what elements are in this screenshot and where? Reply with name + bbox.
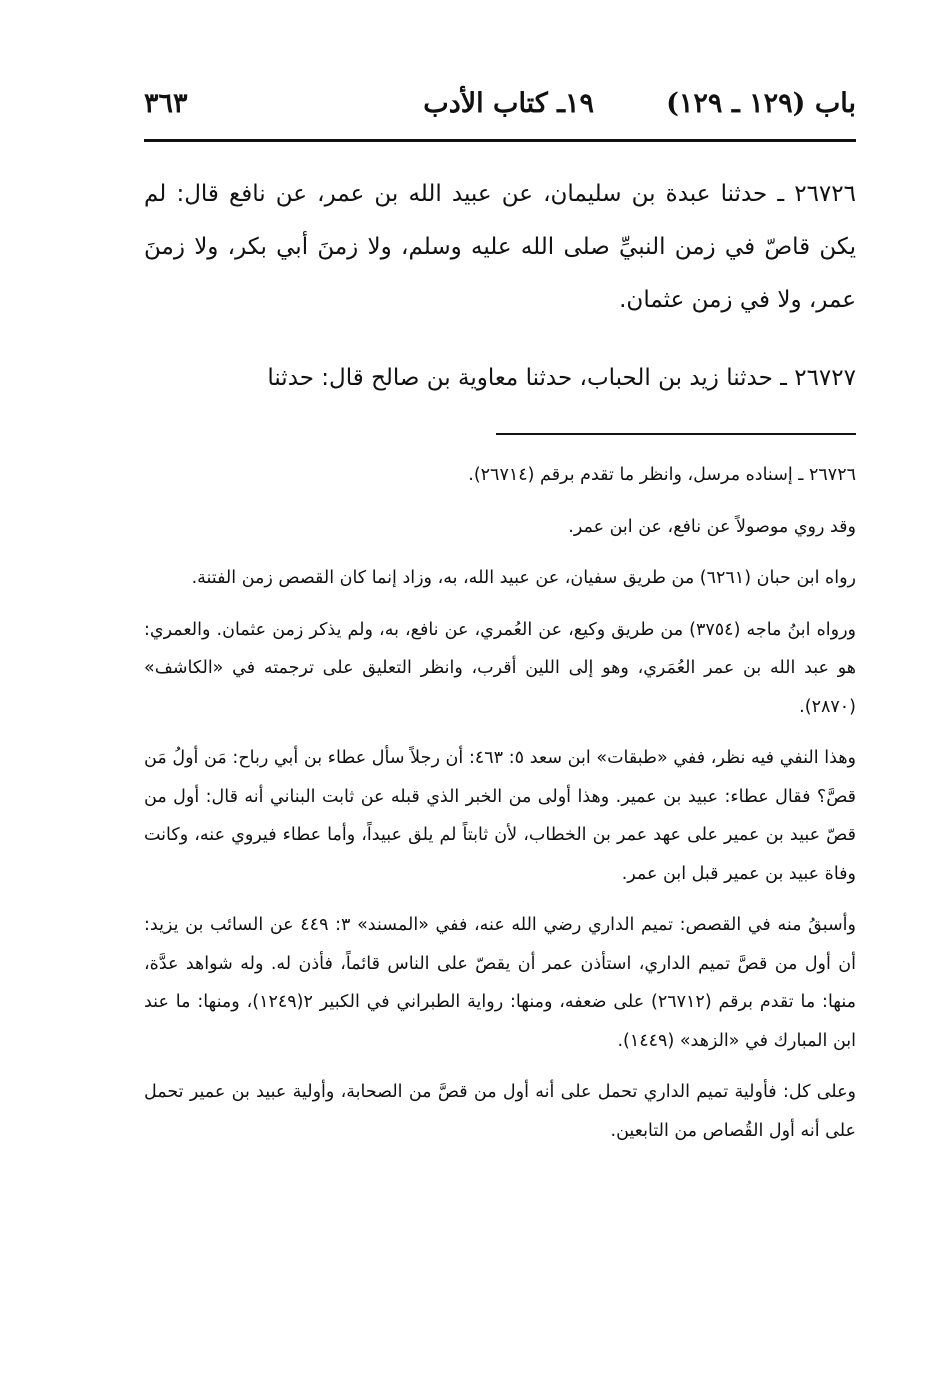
footnote-paragraph: وأسبقُ منه في القصص: تميم الداري رضي الله عنه، ففي «المسند» ٣: ٤٤٩ عن السائب بن يزيد: أن أول من قصَّ تميم الداري، استأذن عمر أن يقصّ على الناس قائماً، فأذن له. وله شواهد عدَّة، منها: ما تقدم برقم (٢٦٧١٢) على ضعفه، ومنها: رواية الطبراني في الكبير ٢(١٢٤٩)، ومنها: ما عند ابن المبارك في «الزهد» (١٤٤٩). [144,915,857,1051]
footnotes [144,456,856,1163]
footnote-paragraph: رواه ابن حبان (٦٢٦١) من طريق سفيان، عن عبيد الله، به، وزاد إنما كان القصص زمن الفتنة. [191,568,856,588]
header-divider [144,139,856,142]
footnote-paragraph: وقد روي موصولاً عن نافع، عن ابن عمر. [568,516,856,537]
book-title: ١٩ـ كتاب الأدب [423,88,594,119]
page-number: ٣٦٣ [144,88,188,119]
footnote-paragraph: ٢٦٧٢٦ ـ إسناده مرسل، وانظر ما تقدم برقم (٢٦٧١٤). [468,465,856,485]
hadith-26726: ٢٦٧٢٦ ـ حدثنا عبدة بن سليمان، عن عبيد الله بن عمر، عن نافع قال: لم يكن قاصّ في زمن النبيِّ صلى الله عليه وسلم، ولا زمنَ أبي بكر، ولا زمنَ عمر، ولا في زمن عثمان. [144,181,856,313]
footnote-paragraph: ورواه ابنُ ماجه (٣٧٥٤) من طريق وكيع، عن العُمري، عن نافع، به، ولم يذكر زمن عثمان. والعمري: هو عبد الله بن عمر العُمَري، وهو إلى اللين أقرب، وانظر التعليق على ترجمته في «الكاشف» (٢٨٧٠). [144,619,856,717]
footnote-paragraph: وهذا النفي فيه نظر، ففي «طبقات» ابن سعد ٥: ٤٦٣: أن رجلاً سأل عطاء بن أبي رباح: مَن أولُ مَن قصَّ؟ فقال عطاء: عبيد بن عمير. وهذا أولى من الخبر الذي قبله عن ثابت البناني أنه قال: أول من قصّ عبيد بن عمير على عهد عمر بن الخطاب، لأن ثابتاً لم يلق عبيداً، وأما عطاء فيروي عنه، وكانت وفاة عبيد بن عمير قبل ابن عمر. [144,748,856,884]
hadith-26727: ٢٦٧٢٧ ـ حدثنا زيد بن الحباب، حدثنا معاوية بن صالح قال: حدثنا [267,365,856,391]
running-header [144,88,856,138]
main-text [144,168,856,430]
chapter-range: باب (١٢٩ ـ ١٢٩) [666,88,856,119]
footnote-divider [496,433,856,435]
footnote-paragraph: وعلى كل: فأولية تميم الداري تحمل على أنه أول من قصَّ من الصحابة، وأولية عبيد بن عمير تحمل على أنه أول القُصاص من التابعين. [144,1082,856,1141]
